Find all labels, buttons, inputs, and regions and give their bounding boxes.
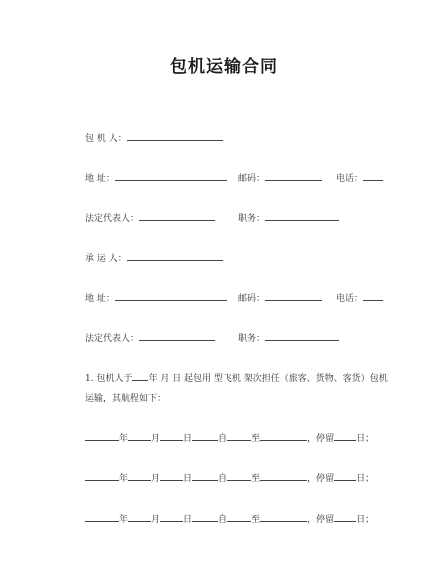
phone-label: 电话： [336,174,364,184]
charterer-phone-row [336,171,383,184]
position-blank [265,211,339,221]
address-label: 地 址： [85,174,115,184]
position-label: 职务： [238,334,266,344]
document-title: 包机运输合同 [170,57,278,77]
charterer-position-row [238,211,339,224]
charterer-legal-rep-row [85,211,215,224]
postcode-label: 邮码： [238,294,266,304]
charterer-blank [127,131,223,141]
clause-1-start-blank [132,371,148,381]
carrier-address-row [85,291,227,304]
clause-1-line-1 [85,371,388,384]
clause-1-text-b: 年 月 日 起包用 型飞机 架次担任（旅客、货物、客货）包机 [148,374,388,384]
charterer-postcode-row [238,171,322,184]
phone-blank [363,171,383,181]
carrier-blank [127,251,223,261]
clause-1-text-a: 1. 包机人于 [85,374,133,384]
phone-label: 电话： [336,294,364,304]
carrier-label: 承 运 人： [85,254,127,264]
position-blank [265,331,339,341]
address-label: 地 址： [85,294,115,304]
position-label: 职务： [238,214,266,224]
phone-blank [363,291,383,301]
legal-rep-label: 法定代表人： [85,334,140,344]
carrier-row [85,251,223,264]
itinerary-row: 年 月 日 自 至 ，停留 日； [85,512,374,525]
itinerary-row: 年 月 日 自 至 ，停留 日； [85,471,374,484]
clause-1-line-2: 运输，其航程如下： [85,394,167,404]
address-blank [115,291,227,301]
legal-rep-label: 法定代表人： [85,214,140,224]
charterer-label: 包 机 人： [85,134,127,144]
legal-rep-blank [139,211,215,221]
itinerary-row: 年 月 日 自 至 ，停留 日； [85,431,374,444]
charterer-address-row [85,171,227,184]
charterer-row [85,131,223,144]
legal-rep-blank [139,331,215,341]
postcode-blank [265,171,322,181]
carrier-position-row [238,331,339,344]
carrier-postcode-row [238,291,322,304]
address-blank [115,171,227,181]
postcode-blank [265,291,322,301]
postcode-label: 邮码： [238,174,266,184]
carrier-phone-row [336,291,383,304]
carrier-legal-rep-row [85,331,215,344]
